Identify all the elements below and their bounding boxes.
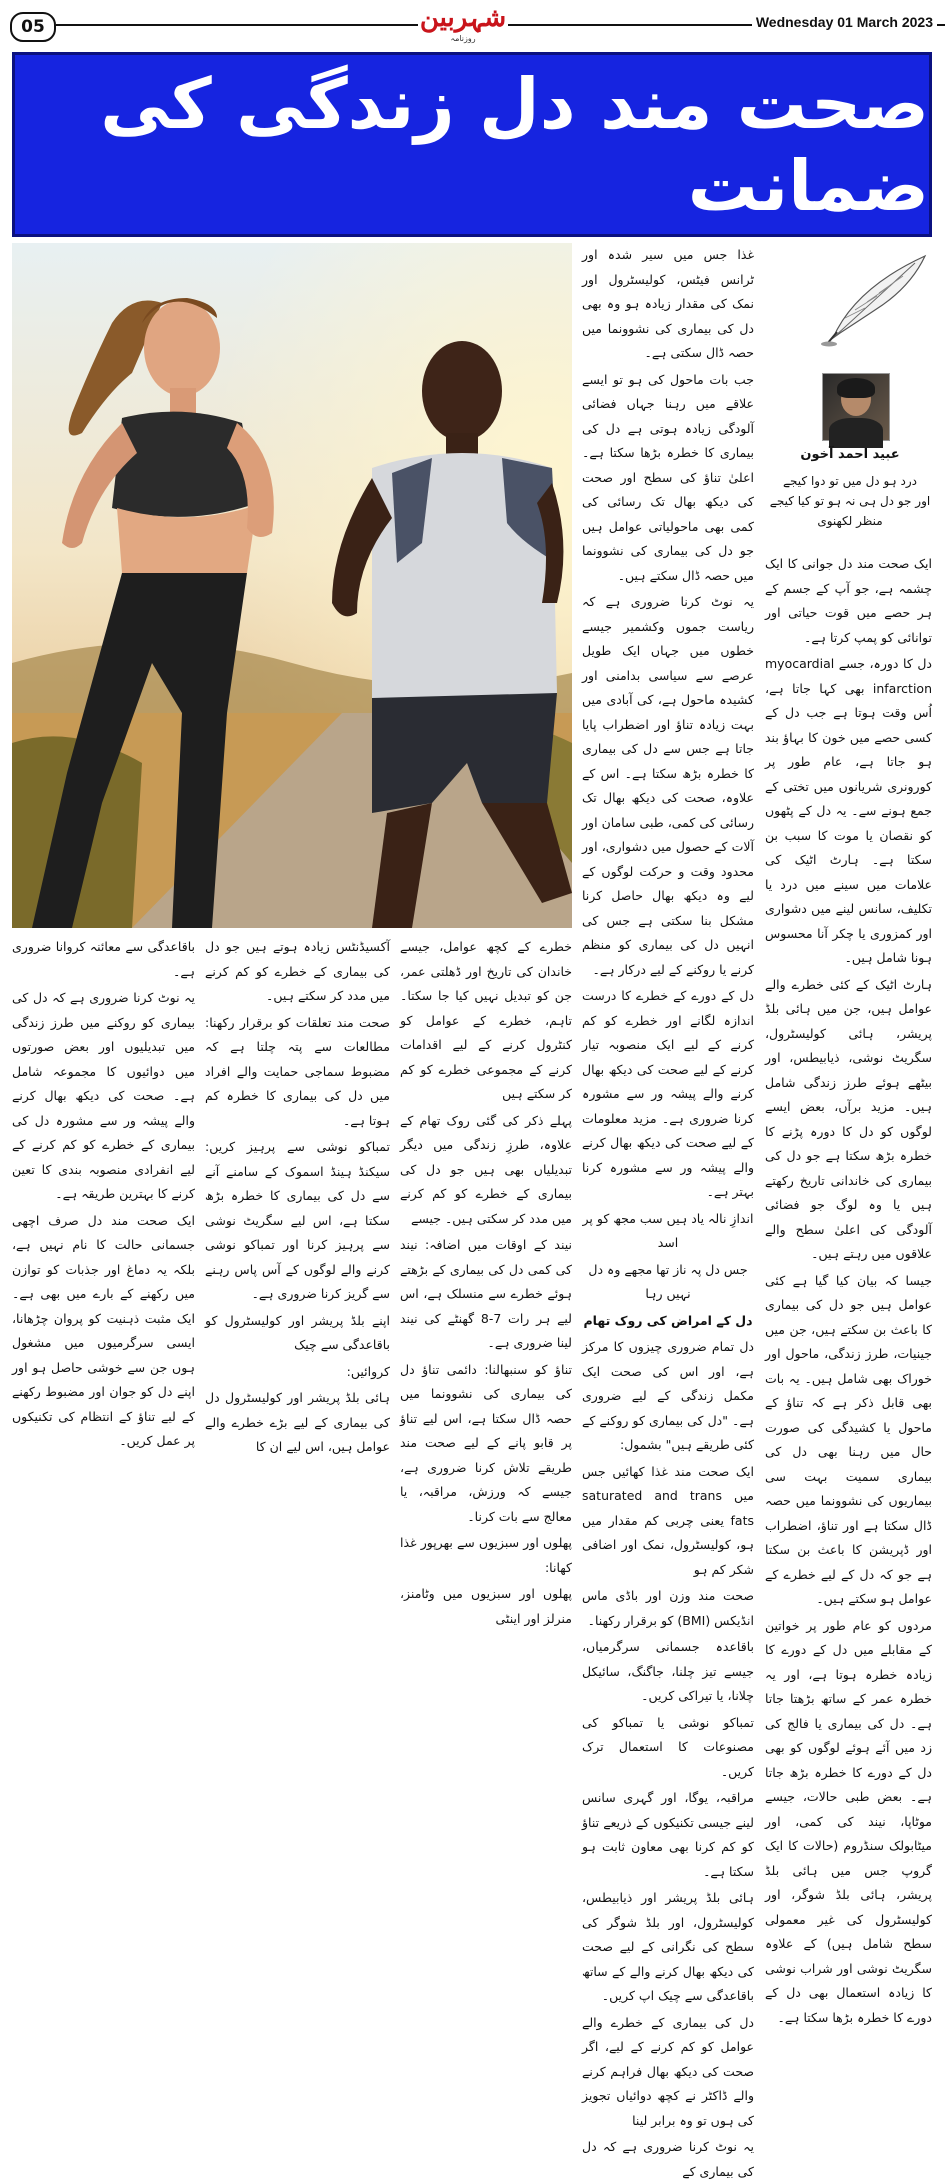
article-column-1	[765, 552, 932, 2025]
article-column-5	[12, 935, 195, 1448]
issue-date: Wednesday 01 March 2023	[752, 14, 937, 30]
paragraph: دل کا دورہ، جسے myocardial infarction بھی کہا جاتا ہے، اُس وقت ہوتا ہے جب دل کے کسی حصے میں خون کا بہاؤ بند ہو جاتا ہے، عام طور پر کورونری شریانوں میں تختی کے جمع ہونے سے۔ یہ دل کے پٹھوں کو نقصان یا موت کا سبب بن سکتا ہے۔ ہارٹ اٹیک کی علامات میں سینے میں درد یا تکلیف، سانس لینے میں دشواری اور کمزوری یا چکر آنا محسوس ہونا شامل ہیں۔	[765, 656, 932, 965]
poem-poet: منظر لکھنوی	[817, 514, 883, 528]
paragraph: ہائی بلڈ پریشر اور کولیسٹرول دل کی بیماری کے لیے بڑے خطرے والے عوامل ہیں، اس لیے ان کا	[205, 1390, 390, 1454]
paragraph: نیند کے اوقات میں اضافہ: نیند کی کمی دل کی بیماری کے بڑھتے ہوئے خطرے سے منسلک ہے، اس لیے ہر رات 7-8 گھنٹے کی نیند لینا ضروری ہے۔	[400, 1237, 572, 1350]
paragraph: باقاعدہ جسمانی سرگرمیاں، جیسے تیز چلنا، جاگنگ، سائیکل چلانا، یا تیراکی کریں۔	[582, 1639, 754, 1703]
paragraph: ایک صحت مند غذا کھائیں جس میں saturated and trans fats یعنی چربی کم مقدار میں ہو، کولیسٹرول، نمک اور اضافی شکر کم ہو	[582, 1463, 754, 1577]
paragraph: دل تمام ضروری چیزوں کا مرکز ہے، اور اس کی صحت ایک مکمل زندگی کے لیے ضروری ہے۔ "دل کی بیماری کو روکنے کے کئی طریقے ہیں" بشمول:	[582, 1339, 754, 1452]
newspaper-logo	[418, 2, 508, 46]
paragraph: یہ نوٹ کرنا ضروری ہے کہ ریاست جموں وکشمیر جیسے خطوں میں جہاں ایک طویل عرصے سے سیاسی بدامنی اور کشیدہ ماحول ہے، کی آبادی میں بہت زیادہ تناؤ اور اضطراب پایا جاتا ہے جس سے دل کی بیماری کا خطرہ بڑھ سکتا ہے۔ اس کے علاوہ، صحت کی دیکھ بھال تک رسائی کی کمی، طبی سامان اور آلات کے حصول میں دشواری، اور محدود وقت و حرکت لوگوں کے لیے وہ دیکھ بھال حاصل کرنا مشکل بنا سکتی ہے جس کی انہیں دل کی بیماری کو منظم کرنے یا روکنے کے لیے درکار ہے۔	[582, 594, 754, 977]
poem-line-1: درد ہو دل میں تو دوا کیجے	[783, 474, 917, 488]
article-column-2	[582, 243, 754, 2179]
headline: صحت مند دل زندگی کی ضمانت	[100, 62, 929, 227]
paragraph: مردوں کو عام طور پر خواتین کے مقابلے میں دل کے دورے کا زیادہ خطرہ ہوتا ہے، اور یہ خطرہ عمر کے ساتھ بڑھتا جاتا ہے۔ دل کی بیماری یا فالج کی زد میں آئے ہوئے لوگوں کو بھی دل کے دورے کا خطرہ بڑھ جاتا ہے۔ بعض طبی حالات، جیسے موٹاپا، نیند کی کمی، اور میٹابولک سنڈروم (حالات کا ایک گروپ جس میں ہائی بلڈ پریشر، ہائی بلڈ شوگر، اور کولیسٹرول کی غیر معمولی سطح شامل ہیں) کے علاوہ سگریٹ نوشی اور شراب نوشی کا زیادہ استعمال بھی دل کے دورے کا خطرہ بڑھا سکتا ہے۔	[765, 1617, 932, 2025]
paragraph: دل کی بیماری کے خطرے والے عوامل کو کم کرنے کے لیے، اگر صحت کی دیکھ بھال فراہم کرنے والے ڈاکٹر نے کچھ دوائیاں تجویز کی ہوں تو وہ برابر لینا	[582, 2014, 754, 2128]
paragraph: ایک صحت مند دل صرف اچھی جسمانی حالت کا نام نہیں ہے، بلکہ یہ دماغ اور جذبات کو توازن میں رکھنے کے بارے میں بھی ہے۔ ایک مثبت ذہنیت کو پروان چڑھانا، ایسی سرگرمیوں میں مشغول ہوں جن سے خوشی حاصل ہو اور اپنے دل کو جوان اور مضبوط رکھنے کے لیے تناؤ کے انتظام کی تکنیکوں پر عمل کریں۔	[12, 1212, 195, 1448]
logo-text: شہربین	[419, 3, 507, 33]
paragraph: پہلے ذکر کی گئی روک تھام کے علاوہ، طرزِ زندگی میں دیگر تبدیلیاں بھی ہیں جو دل کی بیماری کے خطرے کو کم کرنے میں مدد کر سکتی ہیں۔ جیسے	[400, 1112, 572, 1226]
subheading: دل کے امراض کی روک تھام	[583, 1312, 753, 1328]
paragraph: ہارٹ اٹیک کے کئی خطرے والے عوامل ہیں، جن میں ہائی بلڈ پریشر، ہائی کولیسٹرول، سگریٹ نوشی، ذیابیطس، اور بیٹھے ہوئے طرز زندگی شامل ہیں۔ مزید برآں، بعض ایسے لوگوں کو دل کا دورہ پڑنے کا خطرہ بڑھ سکتا ہے جو دل کی بیماری کی خاندانی تاریخ رکھتے ہیں یا وہ لوگ جو فضائی آلودگی کی اعلیٰ سطح والے علاقوں میں رہتے ہیں۔	[765, 976, 932, 1261]
page-number: 05	[10, 12, 56, 42]
paragraph: اپنے بلڈ پریشر اور کولیسٹرول کو باقاعدگی سے چیک	[205, 1312, 390, 1352]
author-poem	[765, 471, 935, 531]
paragraph: جب بات ماحول کی ہو تو ایسے علاقے میں رہنا جہاں فضائی آلودگی زیادہ ہوتی ہے دل کی بیماری کا خطرہ بڑھا سکتا ہے۔ اعلیٰ تناؤ کی سطح اور صحت کی دیکھ بھال تک رسائی کی کمی بھی ماحولیاتی عوامل ہیں جو دل کی بیماری کی نشوونما میں حصہ ڈال سکتے ہیں۔	[582, 371, 754, 583]
paragraph: غذا جس میں سیر شدہ اور ٹرانس فیٹس، کولیسٹرول اور نمک کی مقدار زیادہ ہو وہ بھی دل کی بیماری کی نشوونما میں حصہ ڈال سکتی ہے۔	[582, 247, 754, 360]
verse-line: اندازِ نالہ یاد ہیں سب مجھ کو پر اسد	[582, 1210, 754, 1250]
avatar-body	[829, 418, 883, 448]
paragraph: صحت مند وزن اور باڈی ماس انڈیکس (BMI) کو برقرار رکھنا۔	[582, 1588, 754, 1628]
paragraph: ایک صحت مند دل جوانی کا ایک چشمہ ہے، جو آپ کے جسم کے ہر حصے میں قوت حیاتی اور توانائی کو پمپ کرتا ہے۔	[765, 556, 932, 645]
paragraph: پھلوں اور سبزیوں سے بھرپور غذا کھانا:	[400, 1535, 572, 1575]
article-column-4	[205, 935, 390, 1454]
paragraph: مراقبہ، یوگا، اور گہری سانس لینے جیسی تکنیکوں کے ذریعے تناؤ کو کم کرنا بھی معاون ثابت ہو سکتا ہے۔	[582, 1790, 754, 1879]
paragraph: تناؤ کو سنبھالنا: دائمی تناؤ دل کی بیماری کی نشوونما میں حصہ ڈال سکتا ہے، اس لیے تناؤ پر قابو پانے کے لیے صحت مند طریقے تلاش کرنا ضروری ہے، جیسے کہ ورزش، مراقبہ، یا معالج سے بات کرنا۔	[400, 1361, 572, 1524]
article-column-3	[400, 935, 572, 1626]
quill-pen-icon	[815, 248, 935, 348]
paragraph: تمباکو نوشی یا تمباکو کی مصنوعات کا استعمال ترک کریں۔	[582, 1714, 754, 1779]
subheading: کروائیں:	[346, 1363, 390, 1379]
runners-photo	[12, 243, 572, 928]
paragraph: تمباکو نوشی سے پرہیز کریں: سیکنڈ ہینڈ اسموک کے سامنے آنے سے دل کی بیماری کا خطرہ بڑھ سکتا ہے، اس لیے سگریٹ نوشی سے پرہیز کرنا اور تمباکو نوشی کرنے والے لوگوں کے آس پاس رہنے سے گریز کرنا ضروری ہے۔	[205, 1139, 390, 1301]
headline-banner	[12, 52, 932, 237]
paragraph: خطرے کے کچھ عوامل، جیسے خاندان کی تاریخ اور ڈھلتی عمر، جن کو تبدیل نہیں کیا جا سکتا۔ تاہم، خطرے کے عوامل کو کنٹرول کرنے کے لیے اقدامات کرنے کے مجموعی خطرے کو کم کر سکتے ہیں	[400, 939, 572, 1101]
paragraph: ہائی بلڈ پریشر اور ذیابیطس، کولیسٹرول، اور بلڈ شوگر کی سطح کی نگرانی کے لیے صحت کی دیکھ بھال کرنے والے کے ساتھ باقاعدگی سے چیک اپ کریں۔	[582, 1890, 754, 2003]
paragraph: یہ نوٹ کرنا ضروری ہے کہ دل کی بیماری کے	[582, 2139, 754, 2179]
poem-line-2: اور جو دل ہی نہ ہو تو کیا کیجے	[769, 494, 931, 508]
author-block	[765, 445, 935, 531]
paragraph: یہ نوٹ کرنا ضروری ہے کہ دل کی بیماری کو روکنے میں طرز زندگی میں تبدیلیوں اور بعض صورتوں میں دوائیوں کا مجموعہ شامل ہے۔ صحت کی دیکھ بھال کرنے والے پیشہ ور سے مشورہ دل کی بیماری کے خطرے کو کم کرنے کے لیے انفرادی منصوبہ بندی کا تعین کرنے کا بہترین طریقہ ہے۔	[12, 990, 195, 1201]
paragraph: پھلوں اور سبزیوں میں وٹامنز، منرلز اور اینٹی	[400, 1586, 572, 1626]
verse-line: جس دل پہ ناز تھا مجھے وہ دل نہیں رہا	[588, 1261, 748, 1301]
paragraph: جیسا کہ بیان کیا گیا ہے کئی عوامل ہیں جو دل کی بیماری کا باعث بن سکتے ہیں، جن میں جینیات، طرز زندگی، ماحول اور خوراک بھی شامل ہیں۔ یہ بات بھی قابل ذکر ہے کہ تناؤ کے ماحول یا کشیدگی کی صورت حال میں رہنا بھی دل کی بیماری سمیت بہت سی بیماریوں کی نشوونما میں حصہ ڈال سکتا ہے اور تناؤ، اضطراب اور ڈپریشن کا باعث بن سکتا ہے جو کہ دل کے لیے خطرے کے عوامل ہو سکتے ہیں۔	[765, 1272, 932, 1606]
paragraph: آکسیڈنٹس زیادہ ہوتے ہیں جو دل کی بیماری کے خطرے کو کم کرنے میں مدد کر سکتے ہیں۔	[205, 939, 390, 1003]
avatar-hair	[837, 378, 875, 398]
paragraph: دل کے دورے کے خطرے کا درست اندازہ لگانے اور خطرے کو کم کرنے کے لیے ایک منصوبہ تیار کرنے کے لیے صحت کی دیکھ بھال کرنے والے پیشہ ور سے مشورہ کرنا ضروری ہے۔ مزید معلومات کے لیے صحت کی دیکھ بھال کرنے والے پیشہ ور سے مشورہ کرنا بہتر ہے۔	[582, 988, 754, 1199]
paragraph: صحت مند تعلقات کو برقرار رکھنا: مطالعات سے پتہ چلتا ہے کہ مضبوط سماجی حمایت والے افراد میں دل کی بیماری کا خطرہ کم ہوتا ہے۔	[205, 1014, 390, 1128]
author-avatar	[822, 373, 890, 441]
page-header	[0, 0, 945, 50]
logo-subtext: روزنامہ	[450, 34, 476, 43]
author-name: عبید احمد آخون	[800, 447, 900, 462]
paragraph: باقاعدگی سے معائنہ کروانا ضروری ہے۔	[12, 939, 195, 979]
